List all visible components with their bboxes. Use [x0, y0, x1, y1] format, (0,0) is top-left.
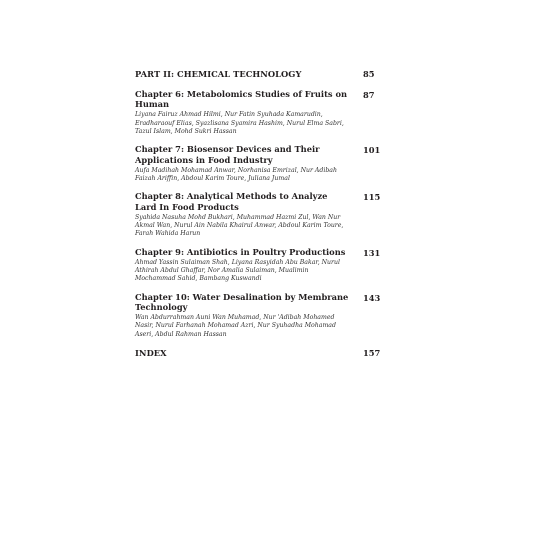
chapter-authors: Syahida Nasuha Mohd Bukhari, Muhammad Hazmi Zul, Wan Nur Akmal Wan, Nurul Ain Nabila Khairul Anwar, Abdoul Karim Toure, Farah Wahida Harun — [135, 213, 344, 238]
chapter-title: Chapter 7: Biosensor Devices and Their Applications in Food Industry — [135, 144, 320, 165]
chapter-title: Chapter 8: Analytical Methods to Analyze Lard In Food Products — [135, 191, 328, 212]
toc-entry-chapter-8 — [135, 191, 383, 238]
chapter-page-number: 115 — [363, 192, 381, 203]
chapter-page-number: 87 — [363, 90, 375, 100]
chapter-authors: Wan Abdurrahman Auni Wan Muhamad, Nur 'Adibah Mohamed Nasir, Nurul Farhanah Mohamad Azri, Nur Syuhadha Mohamad Aseri, Abdul Rahman Hassan — [135, 314, 336, 338]
toc-entry-chapter-7 — [135, 144, 383, 183]
chapter-title: Chapter 10: Water Desalination by Membrane Technology — [135, 291, 349, 312]
part-page-number: 85 — [363, 69, 375, 79]
chapter-authors: Liyana Fairuz Ahmad Hilmi, Nur Fatin Syuhada Kamarudin, Eradharaouf Elias, Syazlisana Syamira Hashim, Nurul Elma Sabri, Tazul Islam, Mohd Sukri Hassan — [135, 111, 344, 135]
chapter-title: Chapter 9: Antibiotics in Poultry Productions — [135, 246, 346, 257]
index-page-number: 157 — [363, 347, 381, 358]
chapter-page-number: 131 — [363, 247, 381, 258]
table-of-contents — [135, 68, 383, 361]
toc-entry-chapter-10 — [135, 292, 383, 339]
index-row — [135, 347, 383, 361]
part-heading-row — [135, 68, 383, 82]
toc-entry-chapter-6 — [135, 89, 383, 136]
chapter-authors: Ahmad Yassin Sulaiman Shah, Liyana Rasyidah Abu Bakar, Nurul Athirah Abdul Ghaffar, Nor Amalia Sulaiman, Mualimin Mochammad Sahid, Bambang Kuswandi — [135, 258, 340, 283]
index-title: INDEX — [135, 347, 167, 358]
part-title: PART II: CHEMICAL TECHNOLOGY — [135, 69, 302, 79]
chapter-title: Chapter 6: Metabolomics Studies of Fruits on Human — [135, 89, 348, 110]
chapter-page-number: 101 — [363, 145, 381, 156]
toc-entry-chapter-9 — [135, 247, 383, 284]
chapter-authors: Aufa Madihah Mohamad Anwar, Norhanisa Emrizal, Nur Adibah Faizah Ariffin, Abdoul Karim Toure, Juliana Jumal — [135, 166, 337, 182]
chapter-page-number: 143 — [363, 292, 381, 303]
